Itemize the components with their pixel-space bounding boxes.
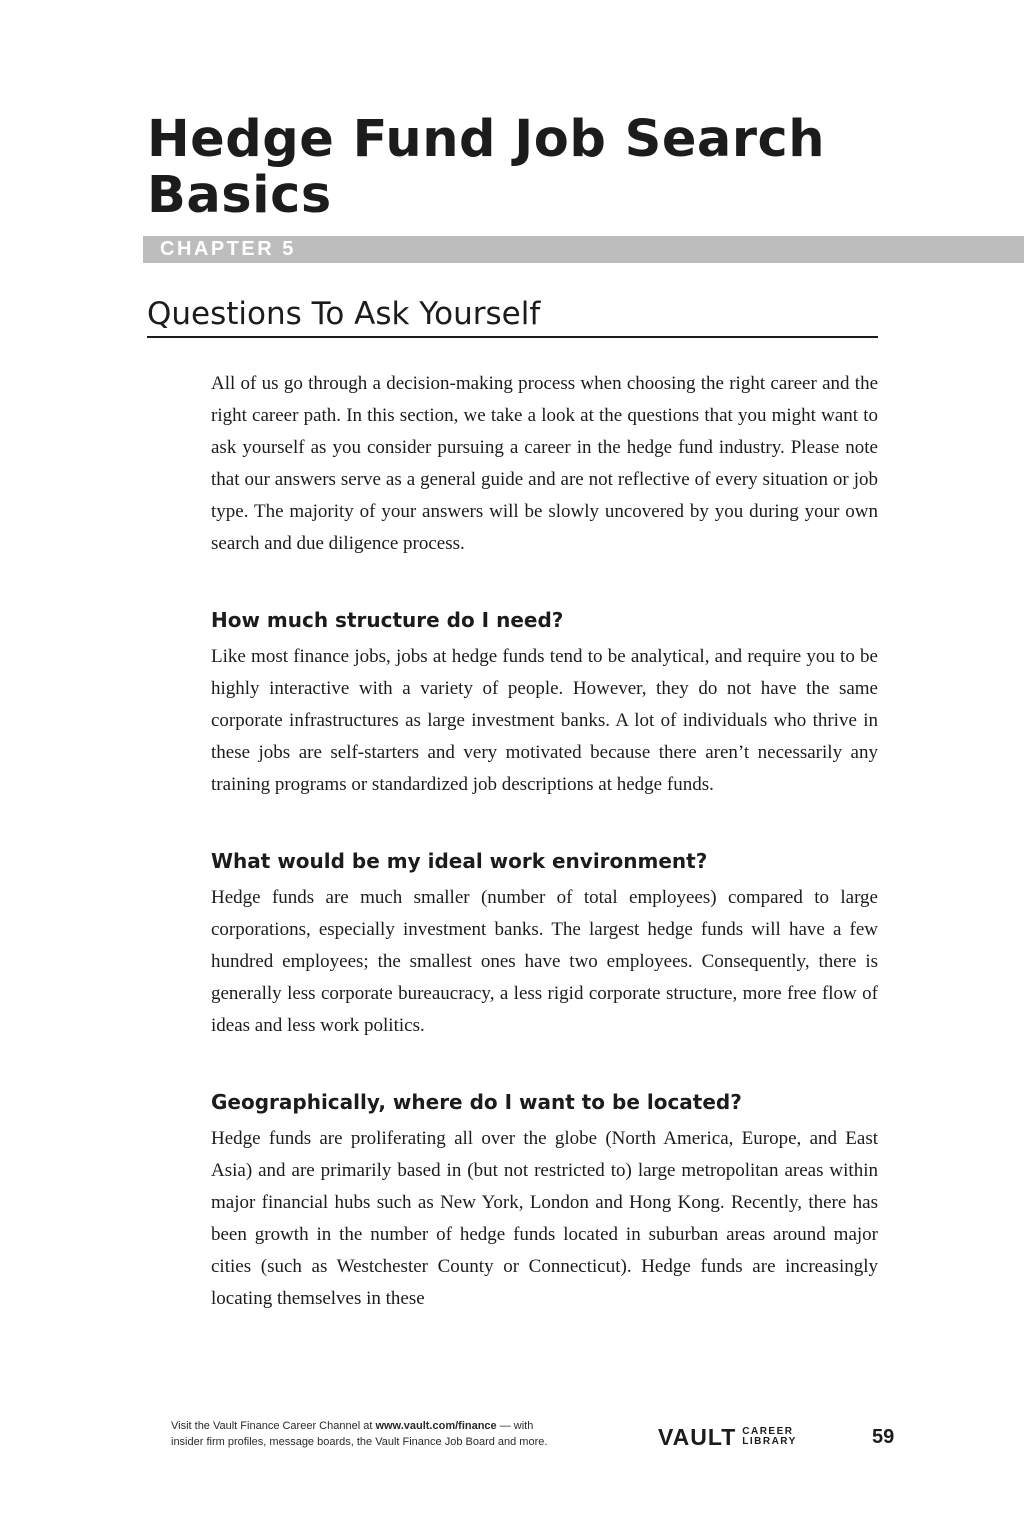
section-heading: Questions To Ask Yourself <box>147 292 878 338</box>
article-body <box>211 368 878 1315</box>
footer-line-1-prefix: Visit the Vault Finance Career Channel at <box>171 1420 376 1432</box>
vault-career-library-logo <box>658 1424 797 1450</box>
vault-finance-link[interactable]: www.vault.com/finance <box>375 1420 497 1432</box>
logo-library-word: LIBRARY <box>742 1436 797 1447</box>
chapter-bar <box>143 236 1024 263</box>
page-number: 59 <box>872 1426 895 1448</box>
question-heading-location: Geographically, where do I want to be located? <box>211 1090 742 1114</box>
intro-paragraph: All of us go through a decision-making process when choosing the right career and the right career path. In this section, we take a look at the questions that you might want to ask yourself as you consider pursuing a career in the hedge fund industry. Please note that our answers serve as a general guide and are not reflective of every situation or job type. The majority of your answers will be slowly uncovered by you during your own search and due diligence process. <box>211 373 878 554</box>
footer-note <box>171 1418 641 1450</box>
logo-career-library <box>742 1427 797 1447</box>
question-heading-environment: What would be my ideal work environment? <box>211 849 708 873</box>
logo-career-word: CAREER <box>742 1426 794 1437</box>
chapter-label: CHAPTER 5 <box>160 238 296 260</box>
page-title: Hedge Fund Job Search Basics <box>147 110 826 225</box>
footer-line-1 <box>171 1418 641 1434</box>
footer-line-1-suffix: — with <box>496 1420 534 1432</box>
footer-line-2: insider firm profiles, message boards, the Vault Finance Job Board and more. <box>171 1436 548 1448</box>
question-heading-structure: How much structure do I need? <box>211 608 564 632</box>
page-footer <box>0 1412 1024 1462</box>
question-body-location: Hedge funds are proliferating all over the globe (North America, Europe, and East Asia) and are primarily based in (but not restricted to) large metropolitan areas within major financial hubs such as New York, London and Hong Kong. Recently, there has been growth in the number of hedge funds located in suburban areas around major cities (such as Westchester County or Connecticut). Hedge funds are increasingly locating themselves in these <box>211 1128 878 1309</box>
question-body-environment: Hedge funds are much smaller (number of total employees) compared to large corporations, especially investment banks. The largest hedge funds will have a few hundred employees; the smallest ones have two employees. Consequently, there is generally less corporate bureaucracy, a less rigid corporate structure, more free flow of ideas and less work politics. <box>211 887 878 1036</box>
question-body-structure: Like most finance jobs, jobs at hedge funds tend to be analytical, and require you to be highly interactive with a variety of people. However, they do not have the same corporate infrastructures as large investment banks. A lot of individuals who thrive in these jobs are self-starters and very motivated because there aren’t necessarily any training programs or standardized job descriptions at hedge funds. <box>211 646 878 795</box>
logo-vault-text: VAULT <box>658 1423 737 1450</box>
